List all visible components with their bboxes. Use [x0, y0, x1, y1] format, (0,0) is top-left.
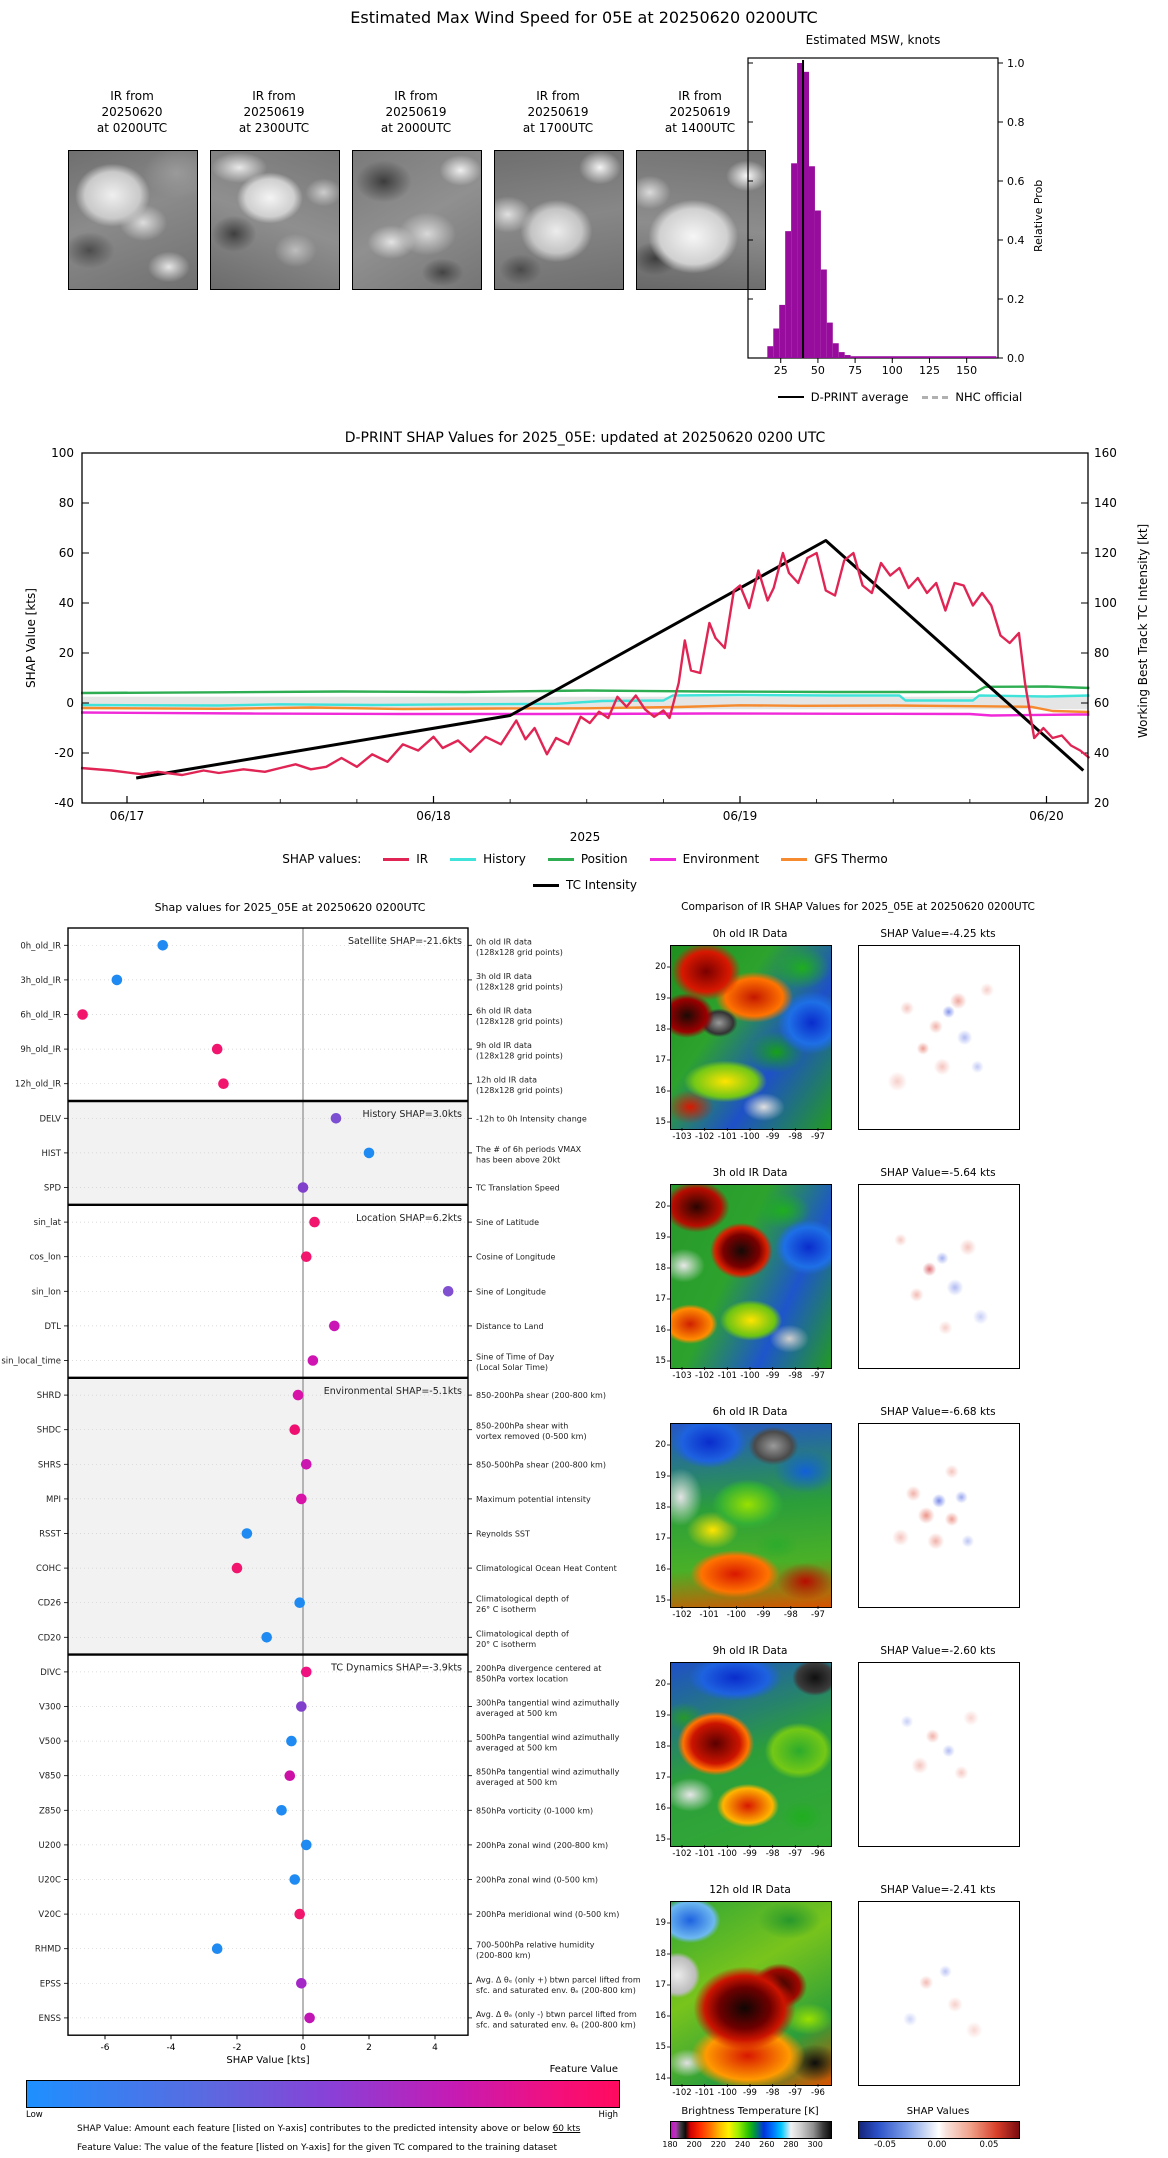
timeline-ylabel-right: Working Best Track TC Intensity [kt] [1136, 523, 1150, 738]
lat-tick-label: 16 [655, 1086, 666, 1096]
dotplot-feature-label: sin_lat [33, 1218, 61, 1229]
lon-tick-label: -97 [811, 1132, 825, 1142]
lat-tick-label: 19 [655, 1471, 666, 1481]
dotplot-feature-label: EPSS [39, 1979, 61, 1990]
lat-tick-label: 15 [655, 1595, 666, 1605]
dotplot-section-band [68, 1378, 468, 1655]
dotplot-annotation: 200hPa meridional wind (0-500 km) [476, 1910, 620, 1920]
dotplot-xlabel: SHAP Value [kts] [226, 2055, 310, 2066]
dotplot-feature-label: ENSS [38, 2013, 61, 2024]
dotplot-annotation: 850-500hPa shear (200-800 km) [476, 1460, 606, 1470]
dotplot-point [301, 1459, 312, 1470]
dotplot-feature-label: U200 [38, 1840, 61, 1851]
dotplot-point [294, 1909, 305, 1920]
dotplot-point [296, 1978, 307, 1989]
dotplot-section-label: TC Dynamics SHAP=-3.9kts [331, 1662, 462, 1674]
timeline-ytick-left-label: 100 [51, 446, 74, 460]
timeline-series-position [81, 687, 1089, 694]
lon-tick-label: -101 [695, 2088, 715, 2098]
histogram-xtick-label: 50 [810, 364, 825, 377]
shap-colorbar-tick-label: -0.05 [874, 2140, 896, 2150]
ir-thumbnail-label-line: at 2300UTC [238, 121, 310, 135]
bt-colorbar-tick-label: 280 [783, 2140, 799, 2149]
lon-tick-label: -101 [717, 1132, 737, 1142]
lat-tick-label: 14 [655, 2073, 666, 2083]
dotplot-annotation: Distance to Land [476, 1321, 544, 1331]
lon-tick-label: -98 [765, 2088, 780, 2098]
feature-value-high-label: High [598, 2110, 618, 2120]
dotplot-annotation: Climatological Ocean Heat Content [476, 1564, 617, 1574]
dotplot-annotation: Climatological depth of 20° C isotherm [476, 1629, 569, 1649]
ir-thumbnail-label-line: at 1400UTC [664, 121, 736, 135]
timeline-ytick-right-label: 60 [1094, 696, 1110, 710]
lon-tick-label: -97 [811, 1610, 825, 1620]
dotplot-point [308, 1355, 319, 1366]
lon-tick-label: -98 [765, 1849, 780, 1859]
dotplot-point [212, 1044, 223, 1055]
lon-tick-label: -102 [672, 1849, 692, 1859]
lat-tick-label: 15 [655, 1834, 666, 1844]
dotplot-feature-label: sin_local_time [1, 1356, 61, 1367]
lat-tick-label: 19 [655, 1918, 666, 1928]
dotplot-annotation: Reynolds SST [476, 1529, 530, 1539]
dotplot-point [212, 1943, 223, 1954]
dotplot-annotation: 850-200hPa shear with vortex removed (0-500 km) [476, 1421, 587, 1442]
ir-thumbnail-label-line: 20250619 [385, 105, 447, 119]
timeline-legend-label: GFS Thermo [814, 852, 888, 866]
ir-map-title: 9h old IR Data [712, 1645, 788, 1657]
dotplot-annotation: -12h to 0h Intensity change [476, 1114, 587, 1124]
histogram-ytick-label: 0.6 [1007, 175, 1025, 188]
lon-tick-label: -101 [699, 1610, 719, 1620]
lon-tick-label: -96 [811, 2088, 825, 2098]
histogram-bar [779, 305, 785, 358]
ir-map-title: 3h old IR Data [712, 1167, 788, 1179]
dotplot-feature-label: DIVC [40, 1667, 61, 1678]
ir-map-title: 12h old IR Data [709, 1884, 791, 1896]
dotplot-section-label: Satellite SHAP=-21.6kts [347, 936, 462, 947]
lon-tick-label: -97 [788, 2088, 803, 2098]
dotplot-point [304, 2013, 315, 2024]
dotplot-annotation: 500hPa tangential wind azimuthally averaged at 500 km [476, 1733, 620, 1753]
dotplot-point [242, 1528, 253, 1539]
dotplot-point [286, 1736, 297, 1747]
dotplot-point [298, 1182, 309, 1193]
shap-colorbar-title: SHAP Values [906, 2106, 970, 2117]
feature-value-colorbar-title: Feature Value [549, 2064, 618, 2075]
dotplot-annotation: Maximum potential intensity [476, 1494, 591, 1504]
lat-tick-label: 17 [655, 1772, 666, 1782]
dotplot-annotation: TC Translation Speed [476, 1183, 560, 1193]
dotplot-annotation: The # of 6h periods VMAX has been above 20kt [476, 1144, 582, 1165]
dotplot-point [293, 1390, 304, 1401]
histogram-bar [821, 270, 827, 359]
histogram-bar [833, 343, 839, 358]
dotplot-annotation: Sine of Longitude [476, 1287, 546, 1297]
dotplot-section-label: Location SHAP=6.2kts [356, 1212, 462, 1224]
ir-thumbnail-label-line: at 0200UTC [96, 121, 168, 135]
histogram-ytick-label: 0.4 [1007, 234, 1025, 247]
ir-thumbnail-label-line: 20250620 [101, 105, 163, 119]
lat-tick-label: 19 [655, 1710, 666, 1720]
lon-tick-label: -100 [740, 1371, 760, 1381]
lon-tick-label: -98 [788, 1371, 803, 1381]
dotplot-annotation: 9h old IR data (128x128 grid points) [476, 1041, 563, 1061]
lon-tick-label: -99 [756, 1610, 771, 1620]
comparison-title: Comparison of IR SHAP Values for 2025_05E at 20250620 0200UTC [681, 901, 1035, 913]
dotplot-xtick-label: -2 [232, 2043, 242, 2054]
lat-tick-label: 18 [655, 1949, 666, 1959]
dotplot-annotation: 850hPa tangential wind azimuthally averaged at 500 km [476, 1767, 620, 1788]
histogram-tail-bar [851, 356, 997, 358]
dotplot-feature-label: 3h_old_IR [20, 975, 61, 986]
dotplot-point [77, 1009, 88, 1020]
ir-thumbnail-label-line: 20250619 [669, 105, 731, 119]
ir-thumbnail-label-line: 20250619 [243, 105, 305, 119]
lat-tick-label: 17 [655, 1980, 666, 1990]
dotplot-annotation: Sine of Latitude [476, 1218, 540, 1228]
dotplot-feature-label: cos_lon [29, 1252, 61, 1263]
lat-tick-label: 15 [655, 2042, 666, 2052]
histogram-ytick-label: 0.0 [1007, 352, 1025, 365]
dotplot-point [296, 1701, 307, 1712]
histogram-ylabel: Relative Prob [1032, 179, 1045, 252]
histogram-bar [809, 166, 815, 358]
histogram-xtick-label: 150 [956, 364, 978, 377]
lon-tick-label: -99 [743, 2088, 757, 2098]
dotplot-point [294, 1597, 305, 1608]
dotplot-point [301, 1840, 312, 1851]
histogram-xtick-label: 75 [848, 364, 863, 377]
footnote-shap-prefix: SHAP Value: Amount each feature [listed on Y-axis] contributes to the predicted intensity above or below [77, 2124, 553, 2134]
timeline-legend-label: IR [416, 852, 429, 866]
timeline-ylabel-left: SHAP Value [kts] [24, 588, 38, 688]
lon-tick-label: -102 [695, 1371, 715, 1381]
lon-tick-label: -100 [717, 2088, 737, 2098]
dotplot-point [329, 1321, 340, 1332]
dotplot-point [218, 1078, 229, 1089]
footnote-feature-value: Feature Value: The value of the feature [listed on Y-axis] for the given TC compared to the training dataset [77, 2143, 558, 2153]
lat-tick-label: 20 [655, 1440, 666, 1450]
dotplot-point [301, 1667, 312, 1678]
lat-tick-label: 20 [655, 1201, 666, 1211]
lat-tick-label: 15 [655, 1117, 666, 1127]
dotplot-annotation: Avg. Δ θₑ (only -) btwn parcel lifted from sfc. and saturated env. θₑ (200-800 km) [476, 2009, 637, 2030]
dotplot-feature-label: DELV [39, 1114, 61, 1125]
dotplot-annotation: 200hPa zonal wind (0-500 km) [476, 1875, 598, 1885]
timeline-xtick-label: 06/20 [1029, 809, 1064, 823]
timeline-ytick-left-label: 60 [58, 546, 74, 560]
timeline-ytick-left-label: 40 [58, 596, 74, 610]
lon-tick-label: -101 [695, 1849, 715, 1859]
timeline-series-tc-intensity [136, 541, 1083, 779]
timeline-title: D-PRINT SHAP Values for 2025_05E: updated at 20250620 0200 UTC [344, 430, 826, 446]
dotplot-feature-label: V500 [38, 1737, 61, 1748]
page-title: Estimated Max Wind Speed for 05E at 20250620 0200UTC [350, 8, 818, 27]
dotplot-xtick-label: -4 [166, 2043, 176, 2054]
bt-colorbar-tick-label: 300 [807, 2140, 823, 2149]
timeline-series-environment [81, 713, 1089, 716]
dotplot-feature-label: SHDC [36, 1425, 61, 1436]
feature-value-low-label: Low [26, 2110, 43, 2120]
timeline-ytick-left-label: 80 [58, 496, 74, 510]
dotplot-feature-label: 12h_old_IR [14, 1079, 61, 1090]
histogram-xtick-label: 25 [773, 364, 788, 377]
ir-map-title: 6h old IR Data [712, 1406, 788, 1418]
lat-tick-label: 18 [655, 1502, 666, 1512]
bt-colorbar-title: Brightness Temperature [K] [681, 2106, 819, 2117]
dotplot-point [289, 1424, 300, 1435]
shap-map-title: SHAP Value=-2.41 kts [880, 1884, 996, 1896]
dotplot-feature-label: RHMD [34, 1944, 61, 1955]
dotplot-feature-label: SHRS [37, 1460, 61, 1471]
lon-tick-label: -96 [811, 1849, 825, 1859]
lon-tick-label: -103 [672, 1132, 692, 1142]
shap-map-title: SHAP Value=-4.25 kts [880, 928, 996, 940]
histogram-ytick-label: 0.8 [1007, 116, 1025, 129]
lat-tick-label: 16 [655, 1803, 666, 1813]
dotplot-point [157, 940, 168, 951]
timeline-legend-caption: SHAP values: [282, 852, 362, 866]
lat-tick-label: 20 [655, 1679, 666, 1689]
timeline-ytick-right-label: 20 [1094, 796, 1110, 810]
timeline-ytick-right-label: 120 [1094, 546, 1117, 560]
dotplot-feature-label: RSST [39, 1529, 61, 1540]
dotplot-feature-label: CD26 [37, 1598, 61, 1609]
timeline-ytick-right-label: 40 [1094, 746, 1110, 760]
histogram-bar [827, 323, 833, 358]
timeline-legend-label: History [483, 852, 526, 866]
histogram-title: Estimated MSW, knots [805, 33, 941, 47]
dotplot-feature-label: COHC [36, 1564, 61, 1575]
ir-thumbnail-label-line: IR from [110, 89, 154, 103]
lat-tick-label: 17 [655, 1533, 666, 1543]
dotplot-feature-label: MPI [46, 1494, 61, 1505]
lon-tick-label: -102 [672, 1610, 692, 1620]
dotplot-annotation: Avg. Δ θₑ (only +) btwn parcel lifted from sfc. and saturated env. θₑ (200-800 km) [476, 1975, 641, 1995]
dotplot-point [301, 1251, 312, 1262]
dotplot-annotation: 200hPa divergence centered at 850hPa vortex location [476, 1663, 602, 1684]
timeline-xtick-label: 06/18 [416, 809, 451, 823]
dotplot-point [112, 975, 123, 986]
shap-map-title: SHAP Value=-5.64 kts [880, 1167, 996, 1179]
ir-thumbnail-label-line: IR from [252, 89, 296, 103]
dotplot-xtick-label: 2 [366, 2043, 372, 2054]
dotplot-feature-label: V850 [38, 1771, 61, 1782]
dotplot-title: Shap values for 2025_05E at 20250620 0200UTC [154, 901, 426, 914]
lon-tick-label: -103 [672, 1371, 692, 1381]
timeline-legend-label: Position [580, 852, 628, 866]
dotplot-point [309, 1217, 320, 1228]
histogram-bar [785, 231, 791, 358]
timeline-legend-label: Environment [682, 852, 760, 866]
dotplot-feature-label: CD20 [37, 1633, 61, 1644]
timeline-frame [82, 453, 1088, 803]
dotplot-point [364, 1148, 375, 1159]
bt-colorbar-tick-label: 260 [759, 2140, 775, 2149]
timeline-ytick-left-label: 20 [58, 646, 74, 660]
ir-map-title: 0h old IR Data [712, 928, 788, 940]
dotplot-feature-label: SHRD [36, 1391, 61, 1402]
timeline-xtick-label: 06/17 [109, 809, 145, 823]
ir-thumbnail-label-line: IR from [678, 89, 722, 103]
lon-tick-label: -102 [695, 1132, 715, 1142]
histogram-bar [815, 211, 821, 359]
dotplot-point [443, 1286, 454, 1297]
histogram-bar [767, 346, 773, 358]
dotplot-feature-label: 6h_old_IR [20, 1010, 61, 1021]
dotplot-feature-label: HIST [41, 1148, 61, 1159]
dotplot-feature-label: V300 [38, 1702, 61, 1713]
dotplot-point [285, 1770, 296, 1781]
dotplot-feature-label: DTL [44, 1321, 61, 1332]
timeline-ytick-right-label: 160 [1094, 446, 1117, 460]
dotplot-point [289, 1874, 300, 1885]
histogram-legend-label: D-PRINT average [810, 390, 909, 404]
footnote-shap-underlined: 60 kts [552, 2124, 581, 2134]
timeline-legend-label: TC Intensity [565, 878, 638, 892]
dotplot-annotation: 850hPa vorticity (0-1000 km) [476, 1806, 594, 1816]
histogram-bar [845, 355, 851, 358]
histogram-ytick-label: 0.2 [1007, 293, 1025, 306]
histogram-ytick-label: 1.0 [1007, 57, 1025, 70]
lon-tick-label: -101 [717, 1371, 737, 1381]
dotplot-feature-label: Z850 [38, 1806, 61, 1817]
dotplot-point [232, 1563, 243, 1574]
dotplot-feature-label: SPD [43, 1183, 61, 1194]
histogram-legend-label: NHC official [955, 390, 1023, 404]
timeline-year-label: 2025 [569, 830, 601, 844]
lat-tick-label: 16 [655, 1564, 666, 1574]
timeline-xtick-label: 06/19 [722, 809, 758, 823]
lat-tick-label: 20 [655, 962, 666, 972]
dotplot-annotation: 300hPa tangential wind azimuthally averaged at 500 km [476, 1698, 620, 1718]
lat-tick-label: 18 [655, 1741, 666, 1751]
dotplot-annotation: Cosine of Longitude [476, 1252, 556, 1262]
dotplot-feature-label: 9h_old_IR [20, 1045, 61, 1056]
dotplot-xtick-label: 0 [300, 2043, 306, 2054]
lon-tick-label: -100 [717, 1849, 737, 1859]
dotplot-annotation: 200hPa zonal wind (200-800 km) [476, 1840, 609, 1850]
timeline-ytick-right-label: 140 [1094, 496, 1117, 510]
dotplot-annotation: 850-200hPa shear (200-800 km) [476, 1391, 606, 1401]
bt-colorbar-tick-label: 220 [710, 2140, 727, 2149]
dotplot-point [261, 1632, 272, 1643]
shap-map-title: SHAP Value=-6.68 kts [880, 1406, 996, 1418]
dotplot-section-label: Environmental SHAP=-5.1kts [323, 1385, 462, 1397]
lat-tick-label: 18 [655, 1263, 666, 1273]
dotplot-section-label: History SHAP=3.0kts [362, 1109, 462, 1120]
timeline-ytick-right-label: 100 [1094, 596, 1117, 610]
lat-tick-label: 19 [655, 1232, 666, 1242]
lon-tick-label: -102 [672, 2088, 692, 2098]
histogram-bar [791, 163, 797, 358]
dotplot-annotation: 6h old IR data (128x128 grid points) [476, 1006, 563, 1026]
lon-tick-label: -97 [788, 1849, 803, 1859]
dotplot-xtick-label: 4 [432, 2043, 438, 2054]
ir-thumbnail-label-line: at 1700UTC [522, 121, 594, 135]
ir-thumbnail-label-line: at 2000UTC [380, 121, 452, 135]
timeline-ytick-left-label: -20 [54, 746, 74, 760]
timeline-ytick-right-label: 80 [1094, 646, 1110, 660]
dotplot-xtick-label: -6 [100, 2043, 110, 2054]
lon-tick-label: -99 [765, 1371, 780, 1381]
lon-tick-label: -100 [740, 1132, 760, 1142]
lon-tick-label: -98 [788, 1132, 803, 1142]
lat-tick-label: 16 [655, 2011, 666, 2021]
lat-tick-label: 15 [655, 1356, 666, 1366]
lat-tick-label: 18 [655, 1024, 666, 1034]
histogram-xtick-label: 125 [918, 364, 940, 377]
shap-colorbar-tick-label: 0.05 [979, 2140, 999, 2150]
shap-map-title: SHAP Value=-2.60 kts [880, 1645, 996, 1657]
lat-tick-label: 17 [655, 1294, 666, 1304]
timeline-ytick-left-label: -40 [54, 796, 74, 810]
histogram-bar [773, 329, 779, 359]
dotplot-annotation: 3h old IR data (128x128 grid points) [476, 971, 563, 992]
dotplot-point [276, 1805, 287, 1816]
dotplot-feature-label: sin_lon [31, 1287, 61, 1298]
bt-colorbar-tick-label: 240 [734, 2140, 751, 2149]
dotplot-point [296, 1494, 307, 1505]
lon-tick-label: -97 [811, 1371, 825, 1381]
dotplot-annotation: 12h old IR data (128x128 grid points) [476, 1075, 563, 1096]
bt-colorbar-tick-label: 180 [662, 2140, 678, 2149]
dotplot-annotation: Climatological depth of 26° C isotherm [476, 1594, 569, 1615]
dotplot-feature-label: 0h_old_IR [20, 941, 61, 952]
lon-tick-label: -99 [743, 1849, 757, 1859]
timeline-series-ir [81, 553, 1089, 775]
lat-tick-label: 16 [655, 1325, 666, 1335]
dotplot-feature-label: V20C [38, 1910, 61, 1921]
lon-tick-label: -100 [726, 1610, 747, 1620]
ir-thumbnail-label-line: 20250619 [527, 105, 589, 119]
timeline-ytick-left-label: 0 [66, 696, 74, 710]
histogram-bar [839, 352, 845, 358]
ir-thumbnail-label-line: IR from [394, 89, 438, 103]
lat-tick-label: 17 [655, 1055, 666, 1065]
lon-tick-label: -98 [783, 1610, 798, 1620]
dotplot-annotation: 700-500hPa relative humidity (200-800 km) [476, 1940, 595, 1961]
shap-colorbar-tick-label: 0.00 [927, 2140, 947, 2150]
dotplot-point [331, 1113, 342, 1124]
dotplot-annotation: Sine of Time of Day (Local Solar Time) [476, 1352, 555, 1372]
ir-thumbnail-label-line: IR from [536, 89, 580, 103]
histogram-xtick-label: 100 [881, 364, 903, 377]
dotplot-annotation: 0h old IR data (128x128 grid points) [476, 937, 563, 957]
dotplot-feature-label: U20C [38, 1875, 61, 1886]
lat-tick-label: 19 [655, 993, 666, 1003]
bt-colorbar-tick-label: 200 [686, 2140, 702, 2149]
lon-tick-label: -99 [765, 1132, 780, 1142]
